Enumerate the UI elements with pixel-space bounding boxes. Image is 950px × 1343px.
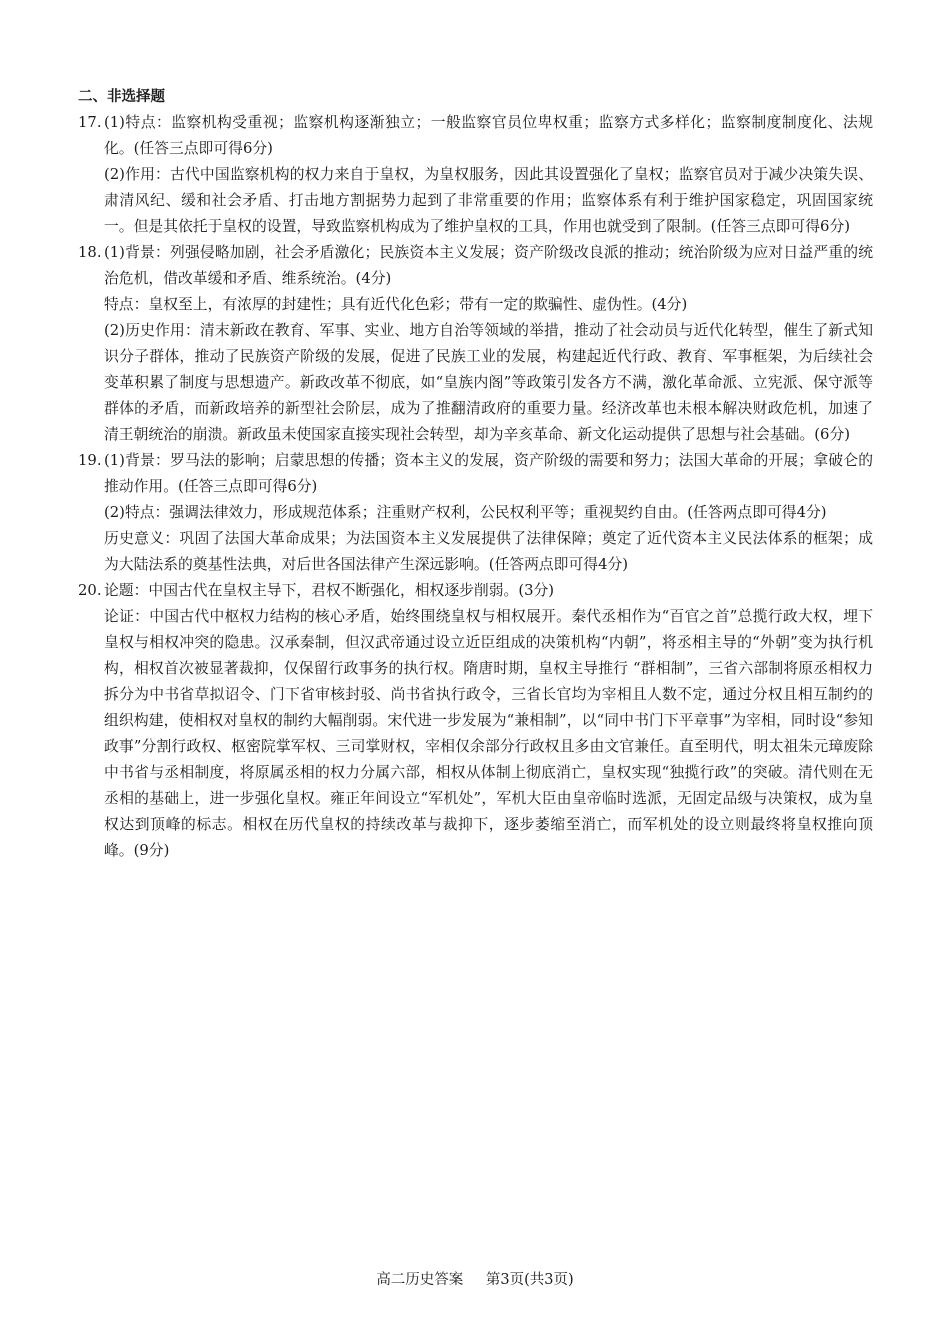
question-number: 17. bbox=[78, 114, 102, 131]
question-18 bbox=[78, 240, 873, 448]
question-number: 18. bbox=[78, 244, 102, 261]
question-20 bbox=[78, 578, 873, 864]
section-title: 二、非选择题 bbox=[78, 89, 165, 105]
answer-paragraph: 论证：中国古代中枢权力结构的核心矛盾，始终围绕皇权与相权展开。秦代丞相作为“百官之首”总揽行政大权，埋下皇权与相权冲突的隐患。汉承秦制，但汉武帝通过设立近臣组成的决策机构“内朝”，将丞相主导的“外朝”变为执行机构，相权首次被显著裁抑，仅保留行政事务的执行权。隋唐时期，皇权主导推行 “群相制”，三省六部制将原丞相权力拆分为中书省草拟诏令、门下省审核封驳、尚书省执行政令，三省长官均为宰相且人数不定，通过分权且相互制约的组织构建，使相权对皇权的制约大幅削弱。宋代进一步发展为“兼相制”，以“同中书门下平章事”为宰相，同时设“参知政事”分割行政权、枢密院掌军权、三司掌财权，宰相仅余部分行政权且多由文官兼任。直至明代，明太祖朱元璋废除中书省与丞相制度，将原属丞相的权力分属六部，相权从体制上彻底消亡，皇权实现“独揽行政”的突破。清代则在无丞相的基础上，进一步强化皇权。雍正年间设立“军机处”，军机大臣由皇帝临时选派，无固定品级与决策权，成为皇权达到顶峰的标志。相权在历代皇权的持续改革与裁抑下，逐步萎缩至消亡，而军机处的设立则最终将皇权推向顶峰。(9分) bbox=[104, 608, 873, 859]
answer-paragraph: (1)背景：列强侵略加剧，社会矛盾激化；民族资本主义发展；资产阶级改良派的推动；统治阶级为应对日益严重的统治危机，借改革缓和矛盾、维系统治。(4分) bbox=[104, 244, 873, 287]
answer-paragraph: 特点：皇权至上，有浓厚的封建性；具有近代化色彩；带有一定的欺骗性、虚伪性。(4分) bbox=[104, 296, 688, 313]
question-number: 20. bbox=[78, 582, 102, 599]
answer-paragraph: (2)历史作用：清末新政在教育、军事、实业、地方自治等领域的举措，推动了社会动员与近代化转型，催生了新式知识分子群体，推动了民族资产阶级的发展，促进了民族工业的发展，构建起近代行政、教育、军事框架，为后续社会变革积累了制度与思想遗产。新政改革不彻底，如“皇族内阁”等政策引发各方不满，激化革命派、立宪派、保守派等群体的矛盾，而新政培养的新型社会阶层，成为了推翻清政府的重要力量。经济改革也未根本解决财政危机，加速了清王朝统治的崩溃。新政虽未使国家直接实现社会转型，却为辛亥革命、新文化运动提供了思想与社会基础。(6分) bbox=[104, 322, 873, 443]
answer-paragraph: (1)特点：监察机构受重视；监察机构逐渐独立；一般监察官员位卑权重；监察方式多样化；监察制度制度化、法规化。(任答三点即可得6分) bbox=[104, 114, 873, 157]
answer-paragraph: 历史意义：巩固了法国大革命成果；为法国资本主义发展提供了法律保障；奠定了近代资本主义民法体系的框架；成为大陆法系的奠基性法典，对后世各国法律产生深远影响。(任答两点即可得4分) bbox=[104, 530, 873, 573]
footer-page-number: 第3页(共3页) bbox=[485, 1272, 574, 1288]
question-19 bbox=[78, 448, 873, 578]
answer-paragraph: (2)特点：强调法律效力，形成规范体系；注重财产权利，公民权利平等；重视契约自由。(任答两点即可得4分) bbox=[104, 504, 827, 521]
answer-page bbox=[78, 84, 873, 864]
answer-paragraph: 论题：中国古代在皇权主导下，君权不断强化，相权逐步削弱。(3分) bbox=[104, 582, 555, 599]
answer-paragraph: (1)背景：罗马法的影响；启蒙思想的传播；资本主义的发展，资产阶级的需要和努力；法国大革命的开展；拿破仑的推动作用。(任答三点即可得6分) bbox=[104, 452, 873, 495]
footer-title: 高二历史答案 bbox=[376, 1272, 464, 1288]
question-number: 19. bbox=[78, 452, 102, 469]
answer-paragraph: (2)作用：古代中国监察机构的权力来自于皇权，为皇权服务，因此其设置强化了皇权；监察官员对于减少决策失误、肃清风纪、缓和社会矛盾、打击地方割据势力起到了非常重要的作用；监察体系有利于维护国家稳定，巩固国家统一。但是其依托于皇权的设置，导致监察机构成为了维护皇权的工具，作用也就受到了限制。(任答三点即可得6分) bbox=[104, 166, 873, 235]
question-17 bbox=[78, 110, 873, 240]
page-footer bbox=[0, 1268, 950, 1289]
